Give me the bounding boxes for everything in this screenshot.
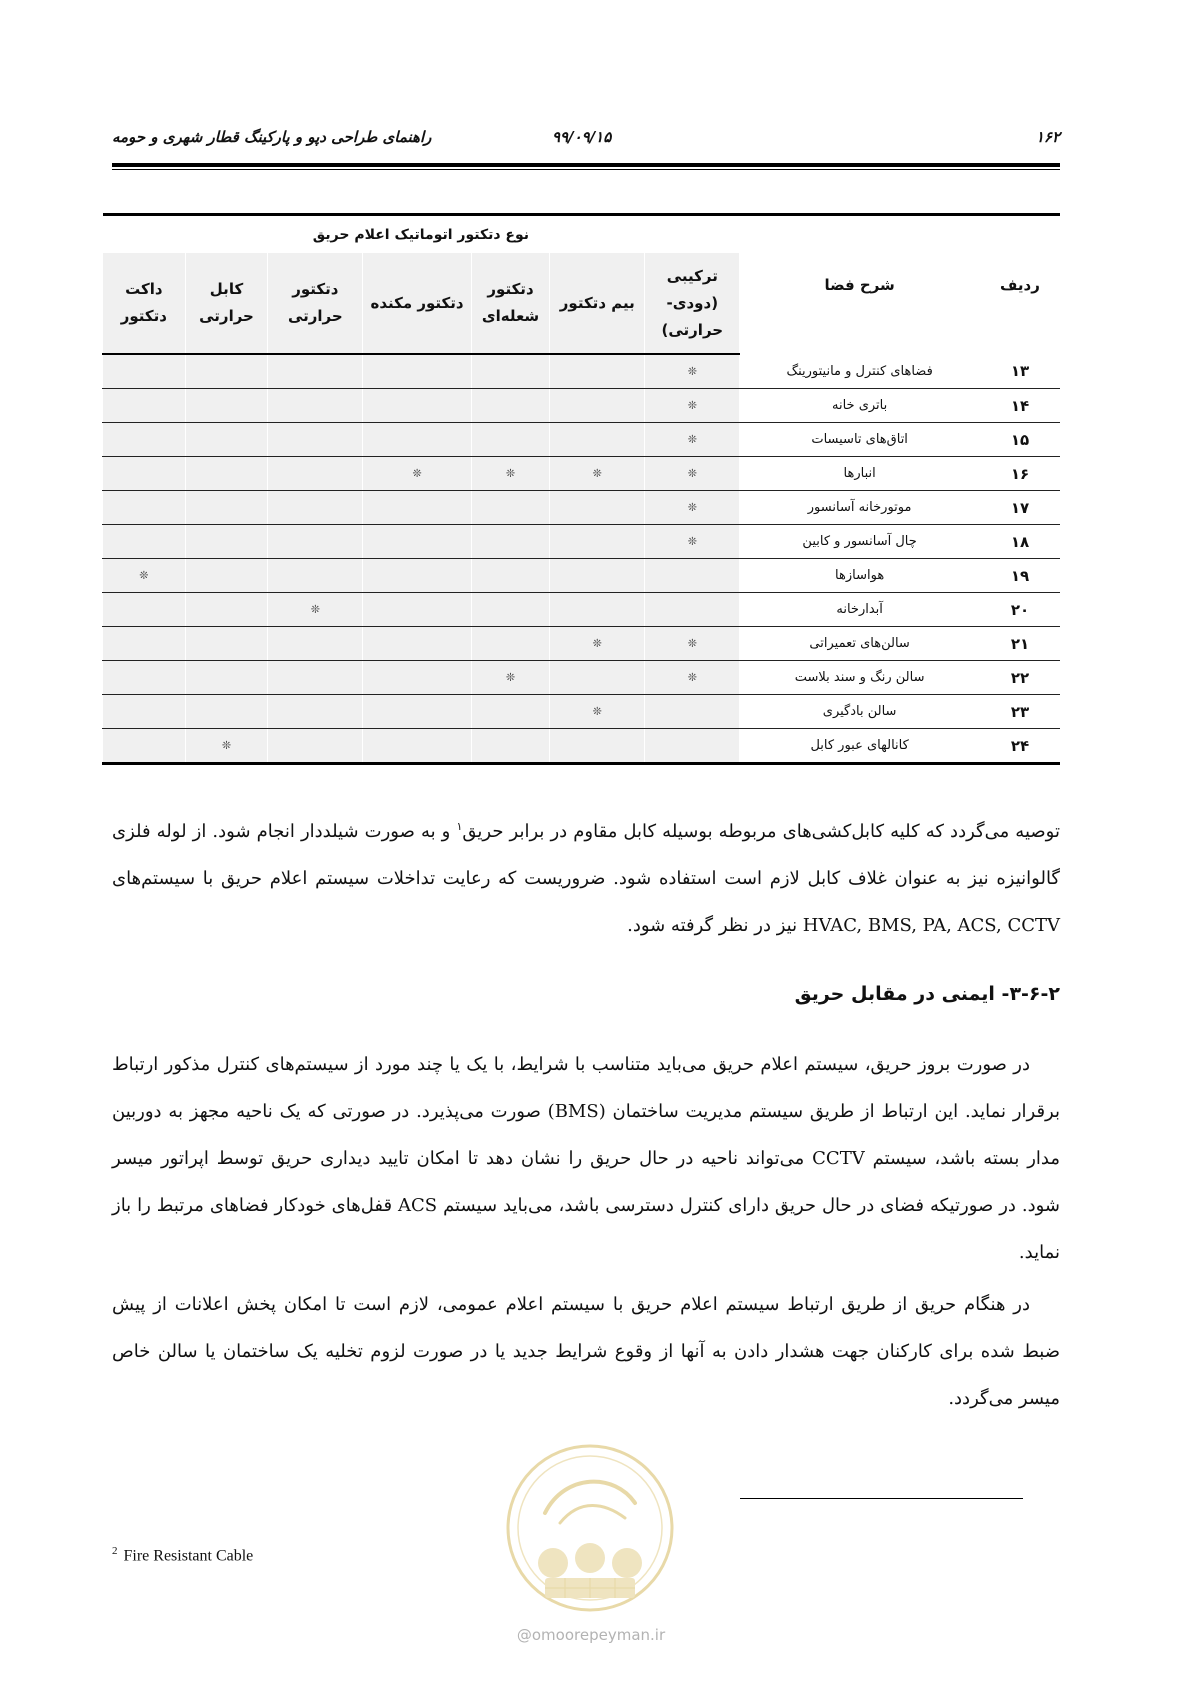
cell-cable [185,491,268,525]
cell-combined [645,593,740,627]
asterisk-mark-icon: ❊ [310,603,320,616]
table-row [103,729,1061,764]
asterisk-mark-icon: ❊ [592,637,602,650]
cell-duct [103,389,186,423]
cell-combined [645,695,740,729]
cell-flame [471,695,550,729]
cell-beam [550,695,645,729]
row-number: ۱۵ [979,423,1060,457]
cell-heat [268,423,363,457]
cell-beam [550,593,645,627]
asterisk-mark-icon: ❊ [505,467,516,480]
watermark-seal [505,1443,675,1613]
cell-combined [645,457,740,491]
cell-heat [268,389,363,423]
table-body [103,354,1061,764]
cell-combined [645,729,740,764]
row-number: ۲۴ [979,729,1060,764]
page-header [112,128,1060,152]
cell-combined [645,661,740,695]
cell-duct [103,593,186,627]
header-date: ۹۹/۰۹/۱۵ [552,128,612,146]
cell-aspirating [363,491,471,525]
cell-duct [103,525,186,559]
cell-cable [185,729,268,764]
cell-aspirating [363,525,471,559]
table-row [103,593,1061,627]
asterisk-mark-icon: ❊ [687,467,697,480]
cell-beam [550,525,645,559]
asterisk-mark-icon: ❊ [687,399,697,412]
asterisk-mark-icon: ❊ [687,433,697,446]
cell-beam [550,457,645,491]
space-description: کانالهای عبور کابل [740,729,980,764]
cell-beam [550,661,645,695]
row-number: ۱۳ [979,354,1060,389]
cell-beam [550,559,645,593]
cell-flame [471,559,550,593]
cell-aspirating [363,729,471,764]
cell-flame [471,661,550,695]
table-row [103,457,1061,491]
cell-combined [645,525,740,559]
row-number: ۲۲ [979,661,1060,695]
cell-cable [185,423,268,457]
cell-flame [471,627,550,661]
row-number: ۱۴ [979,389,1060,423]
cell-flame [471,491,550,525]
cell-combined [645,627,740,661]
footnote-separator [740,1498,1023,1499]
header-title: راهنمای طراحی دپو و پارکینگ قطار شهری و حومه [112,128,432,146]
col-combined-header: ترکیبی (دودی-حرارتی) [645,253,740,354]
page-number: ۱۶۲ [1035,128,1060,146]
col-duct-header: داکت دتکتور [103,253,186,354]
cell-duct [103,354,186,389]
cell-heat [268,354,363,389]
asterisk-mark-icon: ❊ [687,637,697,650]
header-rule-thick [112,163,1060,167]
cell-heat [268,627,363,661]
detector-type-group-header: نوع دتکتور اتوماتیک اعلام حریق [103,215,740,254]
cell-aspirating [363,457,471,491]
footnote [112,1545,253,1565]
cell-cable [185,559,268,593]
table-row [103,525,1061,559]
asterisk-mark-icon: ❊ [505,671,516,684]
cell-beam [550,627,645,661]
cell-cable [185,354,268,389]
space-description: سالن بادگیری [740,695,980,729]
footnote-text: Fire Resistant Cable [123,1547,254,1565]
table-row [103,559,1061,593]
cell-flame [471,525,550,559]
footnote-reference: ۱ [456,820,463,833]
cell-beam [550,354,645,389]
cell-cable [185,661,268,695]
asterisk-mark-icon: ❊ [592,705,602,718]
col-beam-header: بیم دتکتور [550,253,645,354]
cell-beam [550,389,645,423]
cell-heat [268,593,363,627]
cell-cable [185,593,268,627]
cell-aspirating [363,389,471,423]
cell-aspirating [363,423,471,457]
cell-heat [268,559,363,593]
cell-cable [185,525,268,559]
cell-duct [103,423,186,457]
col-flame-header: دتکتور شعله‌ای [471,253,550,354]
cell-heat [268,729,363,764]
row-number: ۲۳ [979,695,1060,729]
cell-aspirating [363,695,471,729]
space-description: باتری خانه [740,389,980,423]
asterisk-mark-icon: ❊ [687,365,697,378]
col-desc-header: شرح فضا [740,215,980,355]
asterisk-mark-icon: ❊ [412,467,422,480]
cell-aspirating [363,559,471,593]
space-description: سالن‌های تعمیراتی [740,627,980,661]
watermark-caption: @omoorepeyman.ir [516,1626,666,1644]
table-row [103,354,1061,389]
cell-combined [645,559,740,593]
table-row [103,695,1061,729]
detector-table [102,213,1060,765]
paragraph-cabling [112,803,1060,949]
cell-heat [268,457,363,491]
space-description: هواسازها [740,559,980,593]
cell-flame [471,729,550,764]
space-description: اتاق‌های تاسیسات [740,423,980,457]
cell-aspirating [363,661,471,695]
space-description: چال آسانسور و کابین [740,525,980,559]
row-number: ۲۰ [979,593,1060,627]
cell-flame [471,593,550,627]
paragraph-cabling-part1: توصیه می‌گردد که کلیه کابل‌کشی‌های مربوطه بوسیله کابل مقاوم در برابر حریق [462,821,1060,842]
cell-duct [103,559,186,593]
table-row [103,627,1061,661]
cell-flame [471,354,550,389]
asterisk-mark-icon: ❊ [687,671,697,684]
paragraph-fire-safety: در صورت بروز حریق، سیستم اعلام حریق می‌باید متناسب با شرایط، با یک یا چند مورد از سیستم‌های کنترل مذکور ارتباط برقرار نماید. این ارتباط از طریق سیستم مدیریت ساختمان (BMS) صورت می‌پذیرد. در صورتی که یک ناحیه مجهز به دوربین مدار بسته باشد، سیستم CCTV می‌تواند ناحیه در حال حریق را نشان دهد تا امکان تایید دیداری حریق توسط اپراتور میسر شود. در صورتیکه فضای در حال حریق دارای کنترل دسترسی باشد، می‌باید سیستم ACS قفل‌های خودکار فضاهای مرتبط را باز نماید. [112,1054,1061,1263]
space-description: فضاهای کنترل و مانیتورینگ [740,354,980,389]
asterisk-mark-icon: ❊ [687,535,697,548]
row-number: ۱۸ [979,525,1060,559]
cell-aspirating [363,593,471,627]
cell-cable [185,695,268,729]
row-number: ۱۶ [979,457,1060,491]
space-description: آبدارخانه [740,593,980,627]
cell-flame [471,423,550,457]
col-aspirating-header: دتکتور مکنده [363,253,471,354]
cell-beam [550,729,645,764]
section-heading: ۳-۶-۲- ایمنی در مقابل حریق [794,983,1060,1005]
cell-heat [268,695,363,729]
cell-cable [185,627,268,661]
cell-flame [471,457,550,491]
paragraph-announcements: در هنگام حریق از طریق ارتباط سیستم اعلام حریق با سیستم اعلام عمومی، لازم است تا امکان پخش اعلانات از پیش ضبط شده برای کارکنان جهت هشدار دادن به آنها از وقوع شرایط جدید یا در صورت لزوم تخلیه یک ساختمان یا سالن خاص میسر می‌گردد. [112,1294,1060,1409]
asterisk-mark-icon: ❊ [592,467,602,480]
row-number: ۱۷ [979,491,1060,525]
footnote-number: 2 [112,1545,118,1557]
space-description: سالن رنگ و سند بلاست [740,661,980,695]
cell-cable [185,389,268,423]
cell-beam [550,423,645,457]
cell-duct [103,627,186,661]
row-number: ۲۱ [979,627,1060,661]
row-number: ۱۹ [979,559,1060,593]
cell-combined [645,389,740,423]
cell-duct [103,695,186,729]
cell-duct [103,661,186,695]
cell-aspirating [363,354,471,389]
asterisk-mark-icon: ❊ [139,569,149,582]
cell-combined [645,423,740,457]
cell-duct [103,729,186,764]
table-row [103,423,1061,457]
cell-cable [185,457,268,491]
header-rule-thin [112,169,1060,170]
table-row [103,389,1061,423]
space-description: موتورخانه آسانسور [740,491,980,525]
cell-flame [471,389,550,423]
col-row-header: ردیف [979,215,1060,355]
space-description: انبارها [740,457,980,491]
cell-beam [550,491,645,525]
cell-combined [645,491,740,525]
table-row [103,661,1061,695]
col-heat-header: دتکتور حرارتی [268,253,363,354]
asterisk-mark-icon: ❊ [687,501,697,514]
cell-aspirating [363,627,471,661]
cell-heat [268,525,363,559]
cell-duct [103,457,186,491]
cell-heat [268,661,363,695]
cell-duct [103,491,186,525]
cell-combined [645,354,740,389]
cell-heat [268,491,363,525]
asterisk-mark-icon: ❊ [221,739,232,752]
table-row [103,491,1061,525]
paragraph-cabling-part2: و به صورت شیلددار انجام شود. از لوله فلزی گالوانیزه نیز به عنوان غلاف کابل لازم است استفاده شود. ضروریست که رعایت تداخلات سیستم اعلام حریق با سیستم‌های HVAC, BMS, PA, ACS, CCTV نیز در نظر گرفته شود. [112,821,1060,936]
col-cable-header: کابل حرارتی [185,253,268,354]
